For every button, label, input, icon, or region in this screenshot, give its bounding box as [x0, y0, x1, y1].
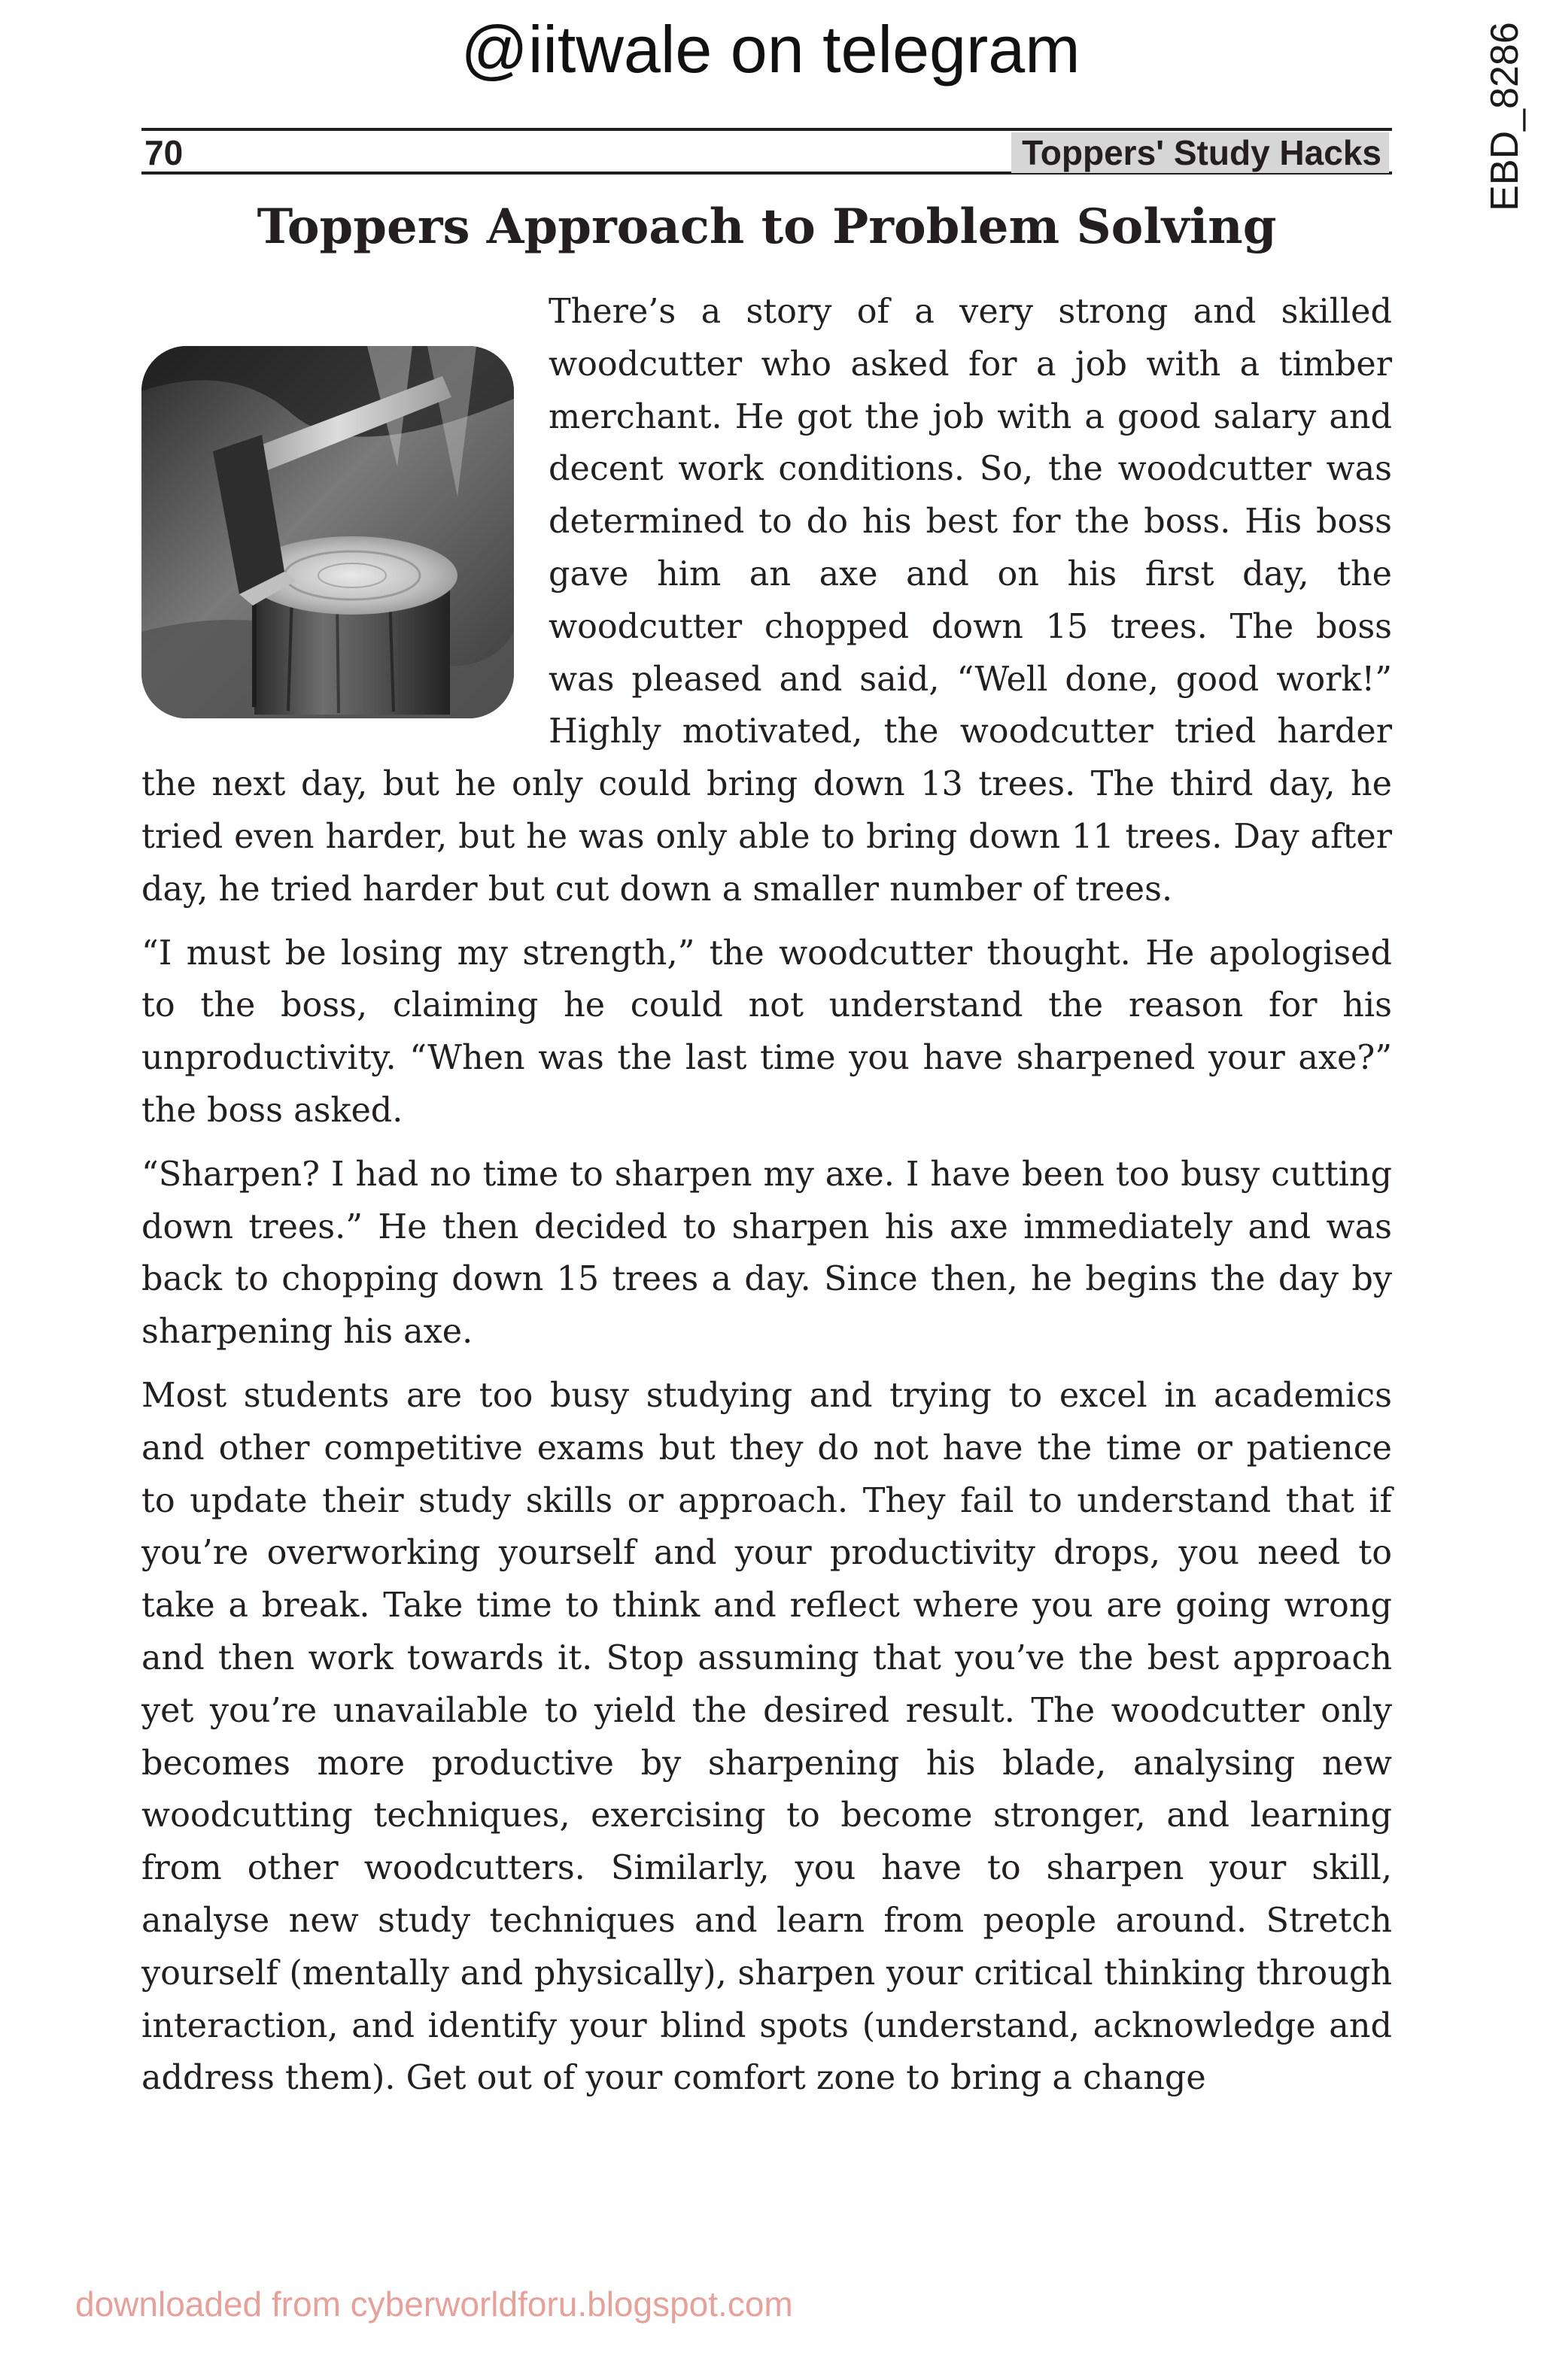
download-source-watermark: downloaded from cyberworldforu.blogspot.com: [75, 2284, 793, 2324]
page-header: [141, 128, 1392, 175]
telegram-watermark: @iitwale on telegram: [460, 12, 1081, 87]
book-code: [1478, 15, 1532, 218]
page-number: 70: [144, 133, 184, 172]
chapter-title: Toppers Approach to Problem Solving: [257, 199, 1277, 255]
axe-stump-image: [141, 346, 514, 718]
axe-in-stump-icon: [141, 346, 514, 718]
article-body: [141, 286, 1392, 2116]
paragraph-sharpen: “Sharpen? I had no time to sharpen my axe. I have been too busy cutting down trees.” He then decided to sharpen his axe immediately and was back to chopping down 15 trees a day. Since then, he begins the day by sharpening his axe.: [141, 1155, 1392, 1352]
paragraph-losing-strength: “I must be losing my strength,” the woodcutter thought. He apologised to the boss, claiming he could not understand the reason for his unproductivity. “When was the last time you have sharpened your axe?” the boss asked.: [141, 933, 1392, 1130]
book-code-text: EBD_8286: [1483, 22, 1527, 211]
paragraph-story-intro: There’s a story of a very strong and skilled woodcutter who asked for a job with a timber merchant. He got the job with a good salary and decent work conditions. So, the woodcutter was determined to do his best for the boss. His boss gave him an axe and on his first day, the woodcutter chopped down 15 trees. The boss was pleased and said, “Well done, good work!” Highly motivated, the woodcutter tried harder the next day, but he only could bring down 13 trees. The third day, he tried even harder, but he was only able to bring down 11 trees. Day after day, he tried harder but cut down a smaller number of trees.: [141, 293, 1392, 909]
running-title: Toppers' Study Hacks: [1011, 132, 1389, 173]
paragraph-students-lesson: Most students are too busy studying and trying to excel in academics and other competitive exams but they do not have the time or patience to update their study skills or approach. They fail to understand that if you’re overworking yourself and your productivity drops, you need to take a break. Take time to think and reflect where you are going wrong and then work towards it. Stop assuming that you’ve the best approach yet you’re unavailable to yield the desired result. The woodcutter only becomes more productive by sharpening his blade, analysing new woodcutting techniques, exercising to become stronger, and learning from other woodcutters. Similarly, you have to sharpen your skill, analyse new study techniques and learn from people around. Stretch yourself (mentally and physically), sharpen your critical thinking through interaction, and identify your blind spots (understand, acknowledge and address them). Get out of your comfort zone to bring a change: [141, 1376, 1392, 2098]
